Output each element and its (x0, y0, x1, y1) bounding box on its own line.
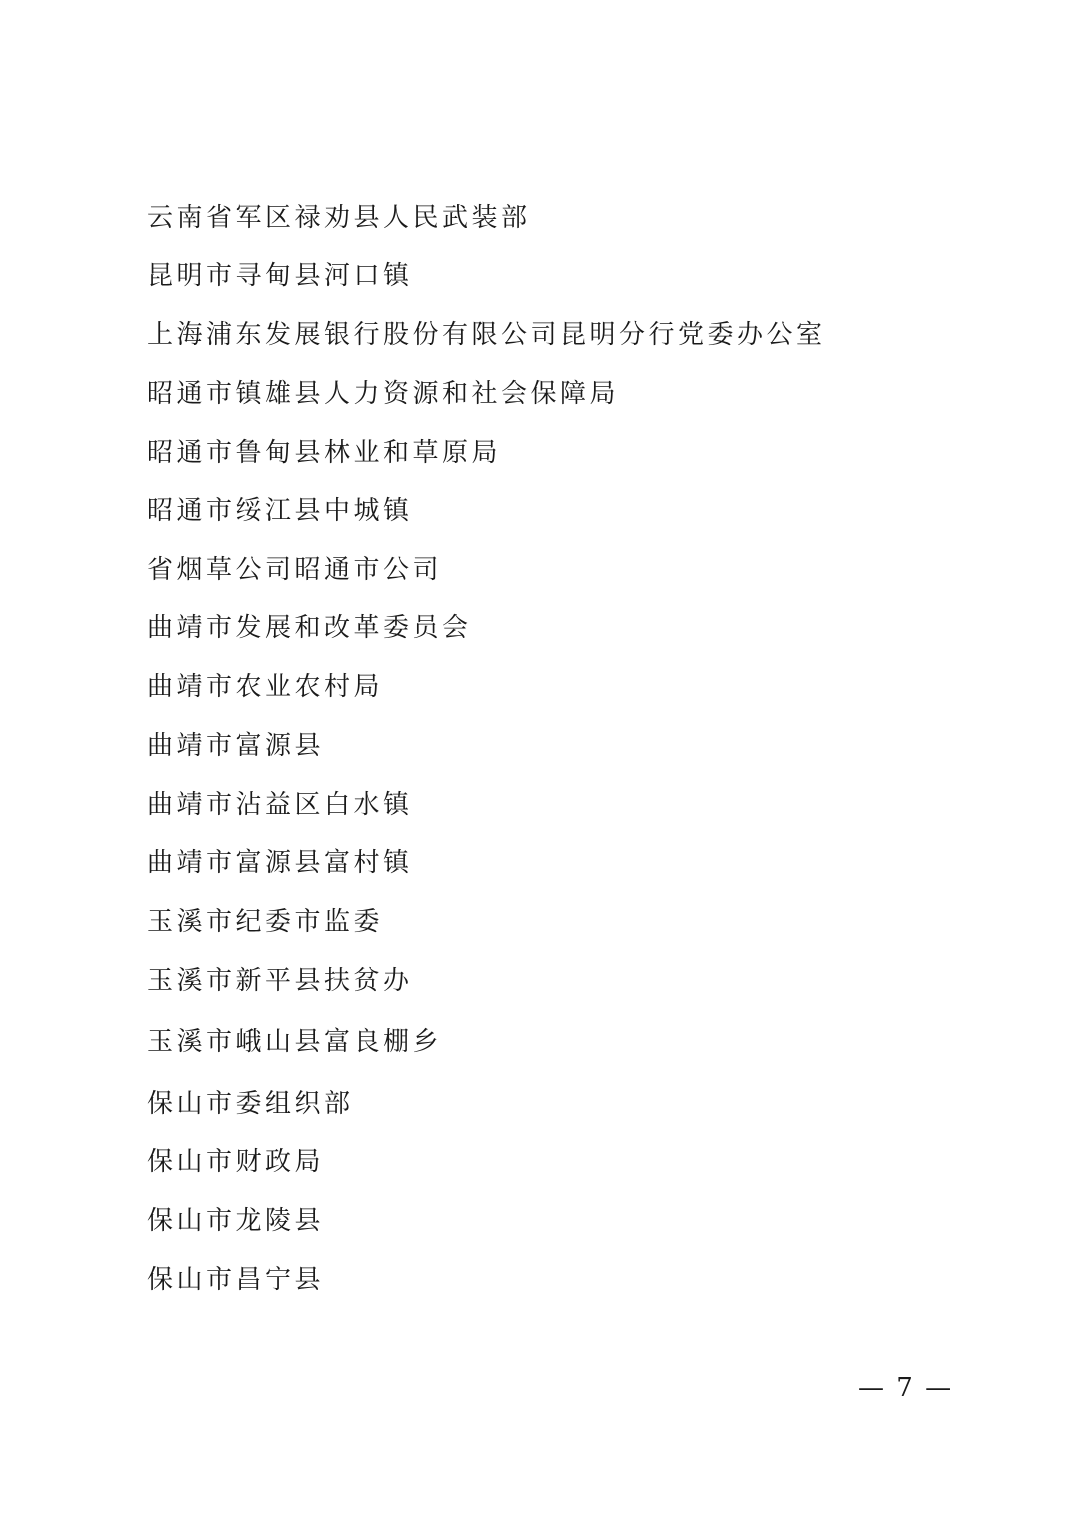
list-item: 保山市龙陵县 (147, 1206, 325, 1236)
list-item: 曲靖市发展和改革委员会 (147, 613, 472, 643)
list-item: 昭通市镇雄县人力资源和社会保障局 (147, 379, 620, 409)
list-item: 省烟草公司昭通市公司 (147, 555, 443, 585)
list-item: 云南省军区禄劝县人民武装部 (147, 203, 531, 233)
page-number: — 7 — (858, 1373, 954, 1403)
list-item: 玉溪市峨山县富良棚乡 (147, 1027, 443, 1057)
list-item: 曲靖市富源县富村镇 (147, 848, 413, 878)
list-item: 昆明市寻甸县河口镇 (147, 261, 413, 291)
list-item: 曲靖市富源县 (147, 731, 325, 761)
list-item: 曲靖市沾益区白水镇 (147, 790, 413, 820)
list-item: 上海浦东发展银行股份有限公司昆明分行党委办公室 (147, 320, 826, 350)
list-item: 曲靖市农业农村局 (147, 672, 384, 702)
list-item: 昭通市绥江县中城镇 (147, 496, 413, 526)
list-item: 玉溪市新平县扶贫办 (147, 966, 413, 996)
list-item: 玉溪市纪委市监委 (147, 907, 384, 937)
list-item: 保山市委组织部 (147, 1089, 354, 1119)
list-item: 保山市财政局 (147, 1147, 325, 1177)
list-item: 保山市昌宁县 (147, 1265, 325, 1295)
list-item: 昭通市鲁甸县林业和草原局 (147, 438, 502, 468)
